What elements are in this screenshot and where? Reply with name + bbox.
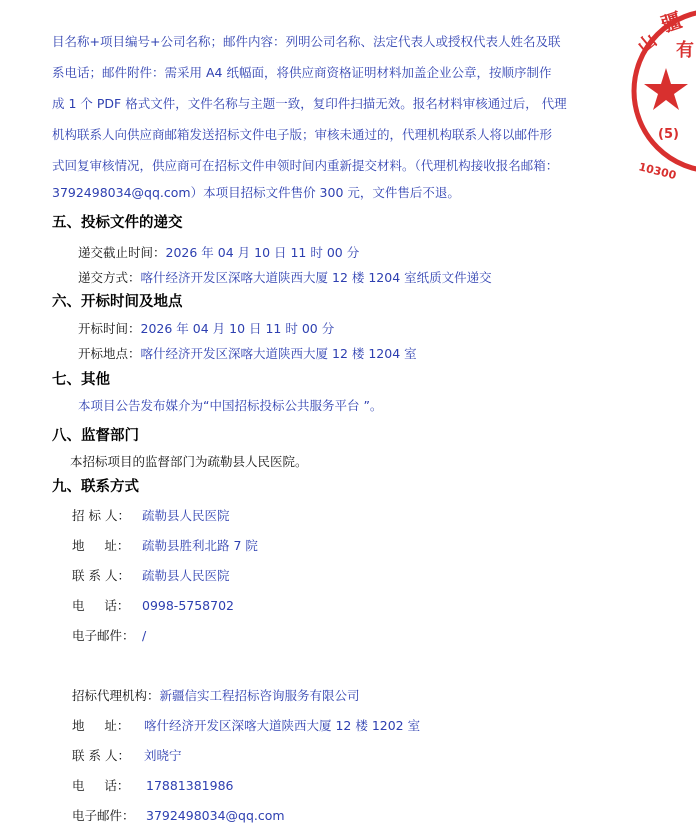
svg-text:10300: 10300	[637, 160, 678, 183]
section-7-text: 本项目公告发布媒介为“中国招标投标公共服务平台 ”。	[78, 398, 383, 413]
buyer-address-value: 疏勒县胜利北路 7 院	[142, 538, 258, 553]
buyer-email	[72, 626, 146, 644]
submission-deadline-label: 递交截止时间：	[78, 245, 166, 260]
buyer-contact	[72, 566, 230, 584]
buyer-phone	[72, 596, 234, 614]
buyer-phone-value: 0998-5758702	[142, 598, 234, 613]
buyer-address	[72, 536, 258, 554]
buyer-contact-value: 疏勒县人民医院	[142, 568, 230, 583]
intro-line: 机构联系人向供应商邮箱发送招标文件电子版；审核未通过的，代理机构联系人将以邮件形	[52, 127, 553, 142]
intro-line: 3792498034@qq.com）本项目招标文件售价 300 元，文件售后不退。	[52, 185, 460, 200]
opening-time-value: 2026 年 04 月 10 日 11 时 00 分	[140, 321, 335, 336]
section-6-heading: 六、开标时间及地点	[52, 294, 183, 310]
agent-contact-label: 联 系 人：	[72, 748, 130, 763]
buyer-name	[72, 506, 230, 524]
buyer-name-label: 招 标 人：	[72, 508, 130, 523]
section-8-heading: 八、监督部门	[52, 428, 139, 444]
agent-email-label: 电子邮件：	[72, 808, 135, 823]
buyer-address-label: 地 址：	[72, 538, 130, 553]
opening-time	[78, 319, 334, 337]
opening-time-label: 开标时间：	[78, 321, 141, 336]
intro-line: 式回复审核情况，供应商可在招标文件申领时间内重新提交材料。（代理机构接收报名邮箱：	[52, 158, 559, 173]
buyer-name-value: 疏勒县人民医院	[142, 508, 230, 523]
opening-place-label: 开标地点：	[78, 346, 141, 361]
section-9-heading: 九、联系方式	[52, 479, 139, 495]
buyer-email-label: 电子邮件：	[72, 628, 135, 643]
svg-text:(5): (5)	[658, 127, 679, 142]
intro-line: 成 1 个 PDF 格式文件，文件名称与主题一致，复印件扫描无效。报名材料审核通过后， 代理	[52, 96, 567, 111]
buyer-contact-label: 联 系 人：	[72, 568, 130, 583]
agent-address-label: 地 址：	[72, 718, 130, 733]
agent-phone	[72, 776, 233, 794]
agent-email-value: 3792498034@qq.com	[146, 808, 285, 823]
opening-place-value: 喀什经济开发区深喀大道陕西大厦 12 楼 1204 室	[140, 346, 417, 361]
agent-contact-value: 刘晓宁	[144, 748, 182, 763]
submission-method-label: 递交方式：	[78, 270, 141, 285]
agent-phone-label: 电 话：	[72, 778, 130, 793]
agent-email	[72, 806, 285, 824]
submission-deadline	[78, 243, 359, 261]
seal-icon	[633, 2, 696, 183]
submission-method-value: 喀什经济开发区深喀大道陕西大厦 12 楼 1204 室纸质文件递交	[140, 270, 492, 285]
opening-place	[78, 344, 417, 362]
intro-line: 系电话；邮件附件：需采用 A4 纸幅面，将供应商资格证明材料加盖企业公章，按顺序制作	[52, 65, 552, 80]
agent-contact	[72, 746, 182, 764]
agent-address	[72, 716, 420, 734]
official-seal	[633, 2, 696, 183]
section-8-text: 本招标项目的监督部门为疏勒县人民医院。	[70, 454, 308, 469]
svg-text:疆: 疆	[658, 7, 685, 37]
buyer-phone-label: 电 话：	[72, 598, 130, 613]
intro-line: 目名称+项目编号+公司名称；邮件内容：列明公司名称、法定代表人或授权代表人姓名及联	[52, 34, 561, 49]
submission-method	[78, 268, 492, 286]
svg-text:山: 山	[633, 30, 662, 58]
agent-name	[72, 686, 360, 704]
agent-phone-value: 17881381986	[146, 778, 234, 793]
section-7-heading: 七、其他	[52, 372, 110, 388]
section-5-heading: 五、投标文件的递交	[52, 215, 183, 231]
buyer-email-value: /	[142, 628, 147, 643]
submission-deadline-value: 2026 年 04 月 10 日 11 时 00 分	[165, 245, 360, 260]
svg-text:有: 有	[676, 40, 694, 61]
agent-address-value: 喀什经济开发区深喀大道陕西大厦 12 楼 1202 室	[144, 718, 421, 733]
agent-name-label: 招标代理机构：	[72, 688, 160, 703]
agent-name-value: 新疆信实工程招标咨询服务有限公司	[159, 688, 360, 703]
